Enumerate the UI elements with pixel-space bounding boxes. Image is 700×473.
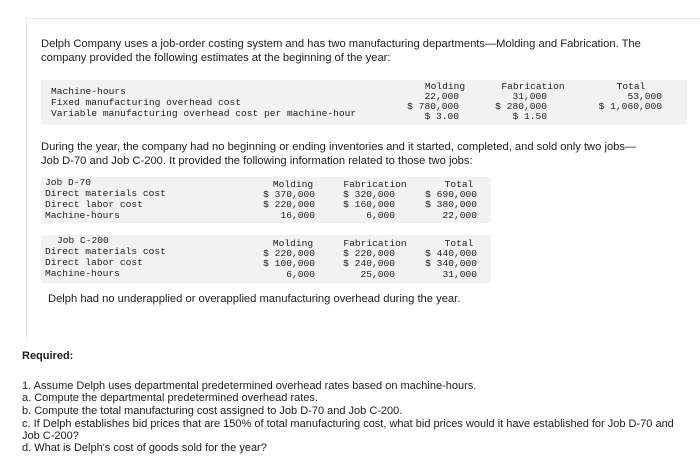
required-item-b: b. Compute the total manufacturing cost assigned to Job D-70 and Job C-200. bbox=[22, 405, 403, 417]
intro-line-2: company provided the following estimates at the beginning of the year: bbox=[41, 51, 391, 64]
job-c200-cell: 6,000 bbox=[286, 269, 315, 280]
during-text bbox=[41, 141, 700, 168]
required-item-1: 1. Assume Delph uses departmental predetermined overhead rates based on machine-hours. bbox=[22, 380, 477, 392]
required-item-c-cont: Job C-200? bbox=[22, 430, 79, 442]
job-c200-row-label: Direct materials cost bbox=[45, 246, 166, 257]
job-c200-title: Job C-200 bbox=[57, 235, 109, 246]
job-d70-row-label: Direct labor cost bbox=[45, 199, 143, 210]
job-c200-row-label: Machine-hours bbox=[45, 268, 120, 279]
during-line-1: During the year, the company had no beginning or ending inventories and it started, completed, and sold only two jobs— bbox=[41, 141, 637, 153]
overhead-note: Delph had no underapplied or overapplied manufacturing overhead during the year. bbox=[48, 293, 461, 305]
job-d70-table bbox=[41, 177, 491, 223]
problem-card bbox=[26, 18, 700, 339]
estimates-table bbox=[41, 80, 687, 125]
estimates-cell: 22,000 bbox=[424, 91, 459, 102]
job-d70-cell: $ 370,000 bbox=[263, 189, 315, 200]
estimates-cell: $ 3.00 bbox=[424, 111, 459, 122]
job-c200-table bbox=[41, 235, 491, 283]
estimates-cell: $ 1.50 bbox=[512, 111, 547, 122]
job-c200-header-fabrication: Fabrication bbox=[343, 238, 407, 249]
job-d70-cell: 6,000 bbox=[366, 210, 395, 221]
intro-line-1: Delph Company uses a job-order costing system and has two manufacturing departments—Molding and Fabrication. The bbox=[41, 38, 641, 50]
job-d70-title: Job D-70 bbox=[45, 177, 92, 188]
job-d70-cell: $ 220,000 bbox=[263, 199, 315, 210]
job-c200-row-label: Direct labor cost bbox=[45, 257, 143, 268]
required-item-d: d. What is Delph's cost of goods sold for the year? bbox=[22, 442, 267, 454]
estimates-row-label: Fixed manufacturing overhead cost bbox=[51, 97, 241, 108]
job-d70-cell: $ 160,000 bbox=[343, 199, 395, 210]
job-c200-cell: $ 100,000 bbox=[263, 258, 315, 269]
job-c200-header-total: Total bbox=[444, 238, 474, 249]
job-d70-cell: $ 320,000 bbox=[343, 189, 395, 200]
required-item-a: a. Compute the departmental predetermined overhead rates. bbox=[22, 392, 318, 404]
intro-text bbox=[41, 38, 700, 65]
estimates-row-label: Machine-hours bbox=[51, 86, 126, 97]
estimates-header-fabrication: Fabrication bbox=[501, 81, 565, 92]
job-d70-cell: 22,000 bbox=[442, 210, 477, 221]
job-c200-cell: $ 340,000 bbox=[425, 258, 477, 269]
job-d70-header-fabrication: Fabrication bbox=[343, 179, 407, 190]
job-c200-cell: $ 240,000 bbox=[343, 258, 395, 269]
job-d70-row-label: Machine-hours bbox=[45, 210, 120, 221]
estimates-header-molding: Molding bbox=[424, 81, 466, 92]
job-d70-header-molding: Molding bbox=[272, 179, 314, 190]
required-item-c: c. If Delph establishes bid prices that are 150% of total manufacturing cost, what bid prices would it have established for Job D-70 and bbox=[22, 418, 674, 430]
job-c200-cell: $ 440,000 bbox=[425, 248, 477, 259]
job-c200-cell: 31,000 bbox=[442, 269, 477, 280]
job-c200-cell: $ 220,000 bbox=[343, 248, 395, 259]
job-c200-cell: $ 220,000 bbox=[263, 248, 315, 259]
estimates-cell: $ 780,000 bbox=[407, 101, 459, 112]
estimates-cell: 31,000 bbox=[512, 91, 547, 102]
estimates-header-total: Total bbox=[616, 81, 646, 92]
job-d70-row-label: Direct materials cost bbox=[45, 188, 166, 199]
during-line-2: Job D-70 and Job C-200. It provided the following information related to those two jobs: bbox=[41, 154, 473, 167]
estimates-cell: $ 1,060,000 bbox=[598, 101, 662, 112]
required-heading: Required: bbox=[22, 350, 74, 362]
job-d70-cell: 16,000 bbox=[280, 210, 315, 221]
estimates-cell: 53,000 bbox=[627, 91, 662, 102]
job-d70-cell: $ 380,000 bbox=[425, 199, 477, 210]
job-d70-header-total: Total bbox=[444, 179, 474, 190]
job-d70-cell: $ 690,000 bbox=[425, 189, 477, 200]
job-c200-header-molding: Molding bbox=[272, 238, 314, 249]
estimates-cell: $ 280,000 bbox=[495, 101, 547, 112]
estimates-row-label: Variable manufacturing overhead cost per machine-hour bbox=[51, 108, 357, 119]
job-c200-cell: 25,000 bbox=[360, 269, 395, 280]
